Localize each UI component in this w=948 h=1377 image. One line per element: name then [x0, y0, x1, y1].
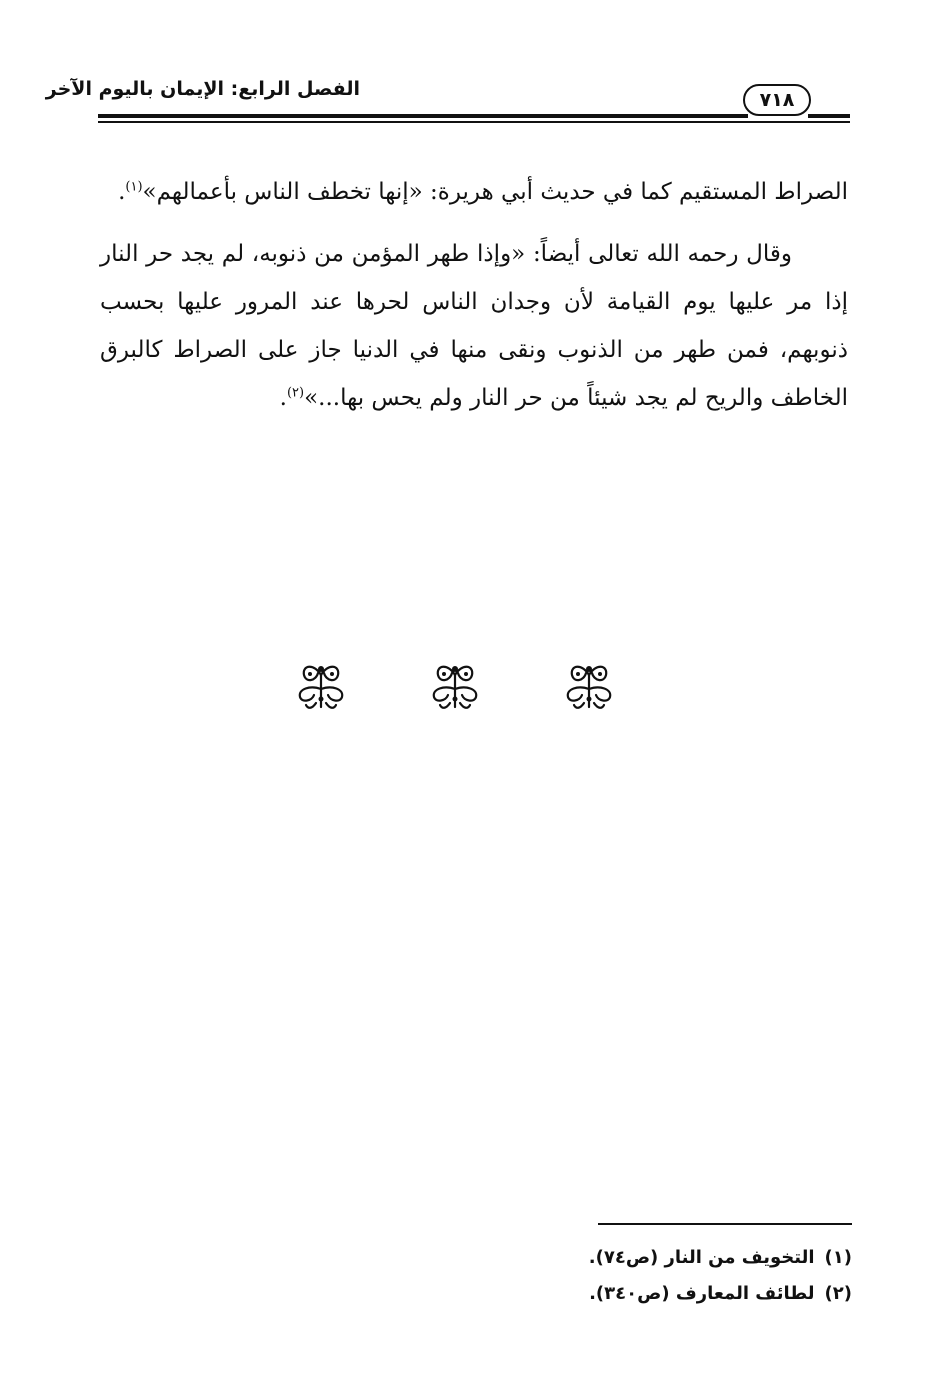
- paragraph-1-end: .: [118, 179, 126, 205]
- footnotes: [400, 1240, 852, 1312]
- chapter-title: الفصل الرابع: الإيمان باليوم الآخر: [45, 78, 360, 100]
- header-rule-right: [808, 114, 850, 118]
- header-rule-thick: [98, 114, 748, 118]
- paragraph-1-text: الصراط المستقيم كما في حديث أبي هريرة: «إنها تخطف الناس بأعمالهم»: [142, 179, 848, 205]
- footnote-2: [400, 1276, 852, 1312]
- footnote-2-text: لطائف المعارف (ص٣٤٠).: [589, 1283, 815, 1304]
- footnote-1-text: التخويف من النار (ص٧٤).: [588, 1247, 815, 1268]
- floral-ornament-icon: [290, 655, 352, 713]
- floral-ornament-icon: [424, 655, 486, 713]
- section-ornaments: [290, 655, 620, 715]
- paragraph-2-text: وقال رحمه الله تعالى أيضاً: «وإذا طهر المؤمن من ذنوبه، لم يجد حر النار إذا مر عليها يوم القيامة لأن وجدان الناس لحرها عند المرور عليها بحسب ذنوبهم، فمن طهر من الذنوب ونقى منها في الدنيا جاز على الصراط كالبرق الخاطف والريح لم يجد شيئاً من حر النار ولم يحس بها...»: [100, 241, 848, 411]
- header-rule-thin: [98, 121, 850, 123]
- footnote-1: [400, 1240, 852, 1276]
- footnote-separator: [598, 1223, 852, 1225]
- footnote-ref-2: (٢): [286, 385, 305, 401]
- main-text: [100, 168, 848, 422]
- running-header: [45, 78, 850, 130]
- footnote-2-number: (٢): [824, 1283, 852, 1304]
- paragraph-1: [100, 168, 848, 216]
- floral-ornament-icon: [558, 655, 620, 713]
- footnote-ref-1: (١): [125, 179, 143, 195]
- page-number: ٧١٨: [743, 84, 811, 116]
- paragraph-2: [100, 230, 848, 422]
- footnote-1-number: (١): [824, 1247, 852, 1268]
- paragraph-2-end: .: [279, 385, 287, 411]
